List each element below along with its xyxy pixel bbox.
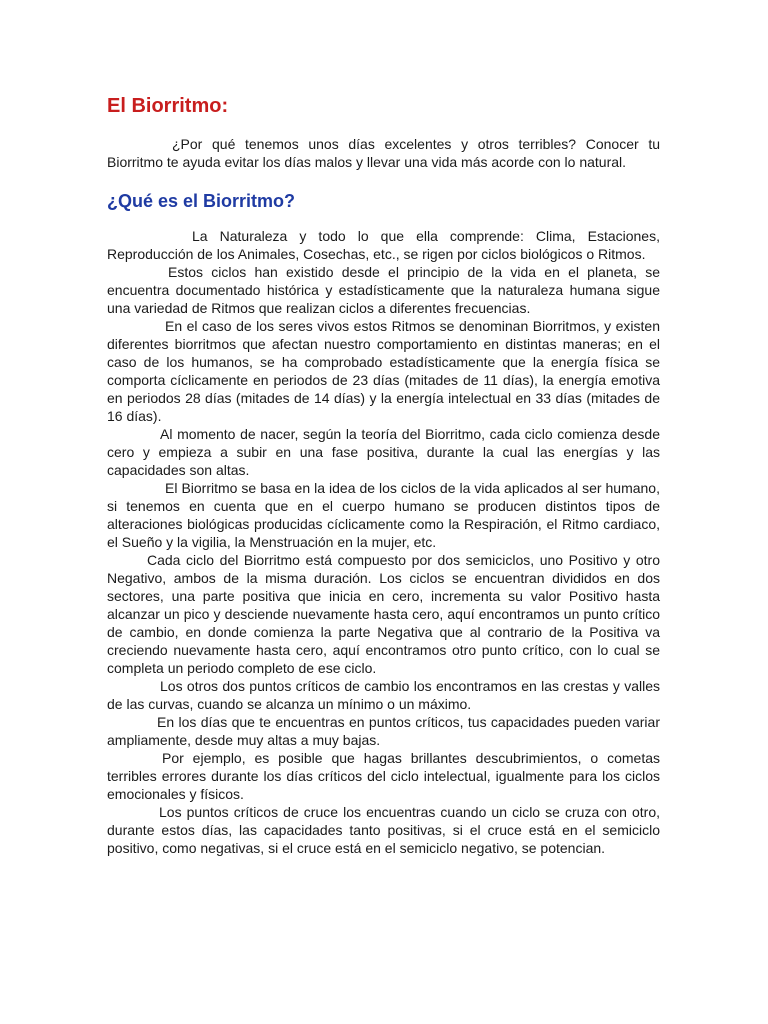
- paragraph: Los puntos críticos de cruce los encuentras cuando un ciclo se cruza con otro, durante estos días, las capacidades tanto positivas, si el cruce está en el semiciclo positivo, como negativas, si el cruce está en el semiciclo negativo, se potencian.: [107, 804, 660, 856]
- paragraph: Cada ciclo del Biorritmo está compuesto por dos semiciclos, uno Positivo y otro Negativo, ambos de la misma duración. Los ciclos se encuentran divididos en dos sectores, una parte positiva que inicia en cero, incrementa su valor Positivo hasta alcanzar un pico y desciende nuevamente hasta cero, aquí encontramos un punto crítico de cambio, en donde comienza la parte Negativa que al contrario de la Positiva va creciendo nuevamente hasta cero, aquí encontramos otro punto crítico, con lo cual se completa un periodo completo de ese ciclo.: [107, 552, 660, 676]
- section-heading: ¿Qué es el Biorritmo?: [107, 191, 296, 211]
- intro-paragraph: ¿Por qué tenemos unos días excelentes y otros terribles? Conocer tu Biorritmo te ayuda evitar los días malos y llevar una vida más acorde con lo natural.: [107, 136, 660, 170]
- paragraph: Al momento de nacer, según la teoría del Biorritmo, cada ciclo comienza desde cero y empieza a subir en una fase positiva, durante la cual las energías y las capacidades son altas.: [107, 426, 660, 478]
- body-text: [107, 227, 660, 857]
- page-title: El Biorritmo:: [107, 95, 229, 117]
- paragraph: Por ejemplo, es posible que hagas brillantes descubrimientos, o cometas terribles errores durante los días críticos del ciclo intelectual, igualmente para los ciclos emocionales y físicos.: [107, 750, 660, 802]
- paragraph: En los días que te encuentras en puntos críticos, tus capacidades pueden variar ampliamente, desde muy altas a muy bajas.: [107, 714, 660, 748]
- paragraph: El Biorritmo se basa en la idea de los ciclos de la vida aplicados al ser humano, si tenemos en cuenta que en el cuerpo humano se producen distintos tipos de alteraciones biológicas producidas cíclicamente como la Respiración, el Ritmo cardiaco, el Sueño y la vigilia, la Menstruación en la mujer, etc.: [107, 480, 660, 550]
- paragraph: Los otros dos puntos críticos de cambio los encontramos en las crestas y valles de las curvas, cuando se alcanza un mínimo o un máximo.: [107, 678, 660, 712]
- paragraph: La Naturaleza y todo lo que ella comprende: Clima, Estaciones, Reproducción de los Animales, Cosechas, etc., se rigen por ciclos biológicos o Ritmos.: [107, 228, 660, 262]
- paragraph: En el caso de los seres vivos estos Ritmos se denominan Biorritmos, y existen diferentes biorritmos que afectan nuestro comportamiento en distintas maneras; en el caso de los humanos, se ha comprobado estadísticamente que la energía física se comporta cíclicamente en periodos de 23 días (mitades de 11 días), la energía emotiva en periodos 28 días (mitades de 14 días) y la energía intelectual en 33 días (mitades de 16 días).: [107, 318, 660, 424]
- paragraph: Estos ciclos han existido desde el principio de la vida en el planeta, se encuentra documentado histórica y estadísticamente que la naturaleza humana sigue una variedad de Ritmos que realizan ciclos a diferentes frecuencias.: [107, 264, 660, 316]
